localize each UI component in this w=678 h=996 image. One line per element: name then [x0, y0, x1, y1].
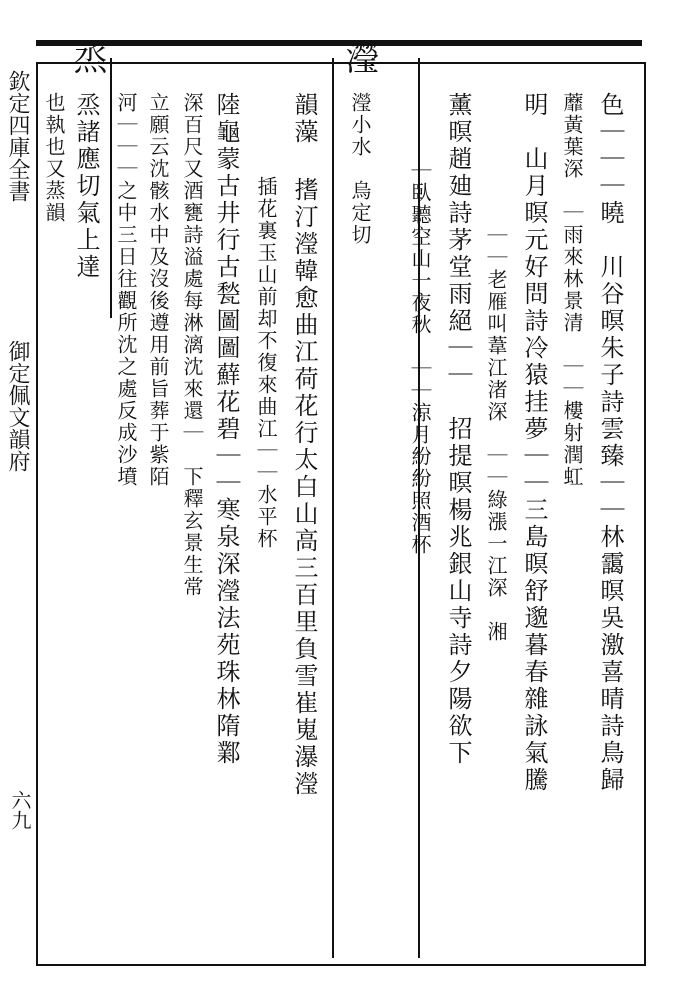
book-subtitle: 御定佩文韻府 — [5, 340, 30, 472]
text-column: ｜｜老雁叫葦江渚深 ｜｜綠漲一江深 湘 — [484, 225, 508, 643]
text-column: ｜臥聽空山一夜秋 ｜｜涼月紛紛照酒杯 — [408, 160, 432, 556]
divider — [332, 58, 334, 958]
text-column: 也執也又蒸韻 — [42, 92, 66, 224]
text-column: 河｜｜｜之中三日往觀所沈之處反成沙墳 — [114, 92, 138, 488]
text-column: 色｜｜｜曉 川谷暝朱子詩雲臻｜｜林靄暝吳激喜晴詩鳥歸 — [596, 92, 624, 794]
text-column: 立願云沈骸水中及沒後遵用前旨葬于紫陌 — [146, 92, 170, 488]
text-column: 插花裏玉山前却不復來曲江｜｜水平杯 — [254, 176, 278, 550]
text-column: 瀅小水 烏定切 — [348, 92, 372, 246]
text-column: 烝諸應切氣上達 — [72, 92, 100, 281]
text-column: 明 山月暝元好問詩冷猿挂夢｜｜三島暝舒邈暮春雜詠氣騰 — [520, 92, 548, 794]
text-column: 蘼黃葉深 ｜雨來林景清 ｜｜樓射潤虹 — [560, 92, 584, 488]
book-title: 欽定四庫全書 — [5, 70, 30, 202]
header-left: 烝 — [67, 40, 107, 74]
text-column: 深百尺又酒甕詩溢處每淋漓沈來還｜ 下釋玄景生常 — [180, 92, 204, 598]
text-column: 韻藻 搘汀瀅韓愈曲江荷花行太白山高三百里負雪崔嵬瀑瀅 — [290, 92, 318, 798]
header-right: 瀅 — [339, 40, 379, 74]
divider — [110, 58, 112, 318]
page-number: 六九 — [8, 790, 32, 830]
left-margin — [0, 0, 36, 996]
text-column: 陸龜蒙古井行古甃圖圖蘚花碧｜｜寒泉深瀅法苑珠林隋鄴 — [212, 92, 240, 767]
text-column: 薰暝趙廸詩茅堂雨絕｜｜ 招提暝楊兆銀山寺詩夕陽欲下 — [444, 92, 472, 767]
